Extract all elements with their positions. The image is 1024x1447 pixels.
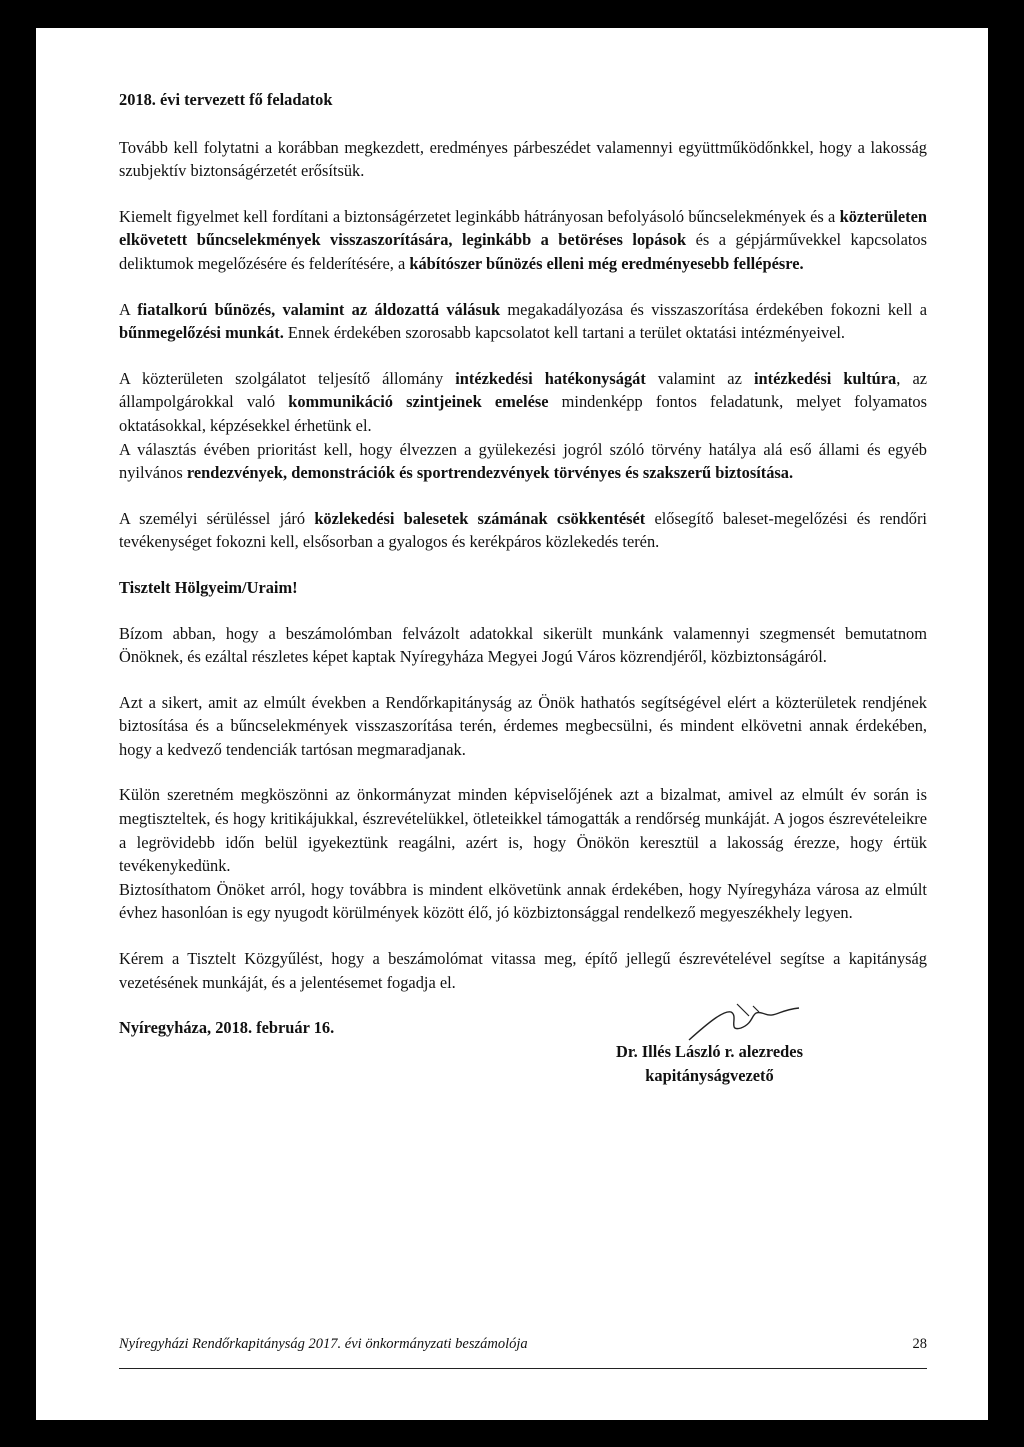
emphasis-text: intézkedési kultúra [753,368,897,388]
paragraph-text: és a gépjárművekkel kapcsolatos deliktumok megelőzésére és felderítésére, a [119,230,927,273]
closing-paragraph: Biztosíthatom Önöket arról, hogy továbbra is mindent elkövetünk annak érdekében, hogy Nyíregyháza városa az elmúlt évhez hasonlóan is egy nyugodt körülmények között élő, jó közbiztonsággal rendelkező megyeszékhely legyen. [119,879,927,923]
closing-paragraph-list [119,622,927,995]
emphasis-text: kábítószer bűnözés elleni még eredményesebb fellépésre. [409,253,804,273]
paragraph-text: Kiemelt figyelmet kell fordítani a biztonságérzetet leginkább hátrányosan befolyásoló bűncselekmények és a [119,206,840,226]
paragraph-text: A közterületen szolgálatot teljesítő állomány [119,368,456,388]
document-body [119,88,927,1086]
paragraph [119,136,927,183]
closing-paragraph: Külön szeretném megköszönni az önkormányzat minden képviselőjének azt a bizalmat, amivel az elmúlt év során is megtiszteltek, és hogy kritikájukkal, észrevételükkel, ötleteikkel támogatták a rendőrség munkáját. A jogos észrevételeikre a legrövidebb időn belül igyekeztünk reagálni, azért is, hogy Önökön keresztül a lakosság érezze, hogy értük tevékenykedünk. [119,785,927,876]
emphasis-text: rendezvények, demonstrációk és sportrendezvények törvényes és szakszerű biztosítása. [186,463,794,483]
signer-name: Dr. Illés László r. alezredes [616,1042,803,1062]
paragraph [119,298,927,345]
footer-text: Nyíregyházi Rendőrkapitányság 2017. évi önkormányzati beszámolója [119,1336,528,1352]
closing-paragraph: Bízom abban, hogy a beszámolómban felvázolt adatokkal sikerült munkánk valamennyi szegmensét bemutatnom Önöknek, és ezáltal részletes képet kaptak Nyíregyháza Megyei Jogú Város közrendjéről, közbiztonságáról. [119,623,927,667]
paragraph-text: A választás évében prioritást kell, hogy élvezzen a gyülekezési jogról szóló törvény hatálya alá eső állami és egyéb nyilvános [119,439,927,483]
paragraph-text: Tovább kell folytatni a korábban megkezdett, eredményes párbeszédet valamennyi együttműködőnkkel, hogy a lakosság szubjektív biztonságérzetét erősítsük. [119,137,927,181]
closing-paragraph: Azt a sikert, amit az elmúlt években a Rendőrkapitányság az Önök hathatós segítségével elért a közterületek rendjének biztosítása és a bűncselekmények visszaszorítása terén, érdemes megbecsülni, és mindent elkövetni annak érdekében, hogy a kedvező tendenciák tartósan megmaradjanak. [119,692,927,759]
page-number: 28 [912,1336,927,1352]
paragraph-text: A [119,299,138,319]
emphasis-text: közterületen elkövetett bűncselekmények visszaszorítására, leginkább a betöréses lopások [119,206,927,250]
paragraph-list [119,136,927,554]
page-footer [119,1336,927,1353]
paragraph-text: A személyi sérüléssel járó [119,508,315,528]
emphasis-text: bűnmegelőzési munkát. [119,323,284,343]
place-date: Nyíregyháza, 2018. február 16. [119,1018,335,1038]
paragraph-text: megakadályozása és visszaszorítása érdekében fokozni kell a [500,299,927,319]
signer-title: kapitányságvezető [645,1066,774,1086]
document-page [36,28,988,1420]
salutation: Tisztelt Hölgyeim/Uraim! [119,577,298,597]
signature-block [119,1016,927,1086]
closing-paragraph: Kérem a Tisztelt Közgyűlést, hogy a beszámolómat vitassa meg, építő jellegű észrevételével segítse a kapitányság vezetésének munkáját, és a jelentésemet fogadja el. [119,949,927,992]
emphasis-text: intézkedési hatékonyságát [455,368,646,388]
paragraph [119,205,927,276]
emphasis-text: kommunikáció szintjeinek emelése [288,392,549,412]
paragraph [119,367,927,438]
section-heading: 2018. évi tervezett fő feladatok [119,90,333,109]
paragraph-text: Ennek érdekében szorosabb kapcsolatot kell tartani a terület oktatási intézményeivel. [283,323,845,343]
paragraph [119,507,927,554]
paragraph-text: mindenképp fontos feladatunk, melyet folyamatos oktatásokkal, képzésekkel érhetünk el. [119,392,927,435]
emphasis-text: fiatalkorú bűnözés, valamint az áldozattá válásuk [137,299,501,319]
emphasis-text: közlekedési balesetek számának csökkentését [314,508,646,528]
paragraph-text: , az állampolgárokkal való [119,368,927,412]
signer [616,1040,803,1088]
paragraph [119,438,927,485]
paragraph-text: valamint az [645,368,754,388]
footer-rule [119,1368,927,1369]
paragraph-text: elősegítő baleset-megelőzési és rendőri tevékenységet fokozni kell, elsősorban a gyalogos és kerékpáros közlekedés terén. [119,508,927,552]
